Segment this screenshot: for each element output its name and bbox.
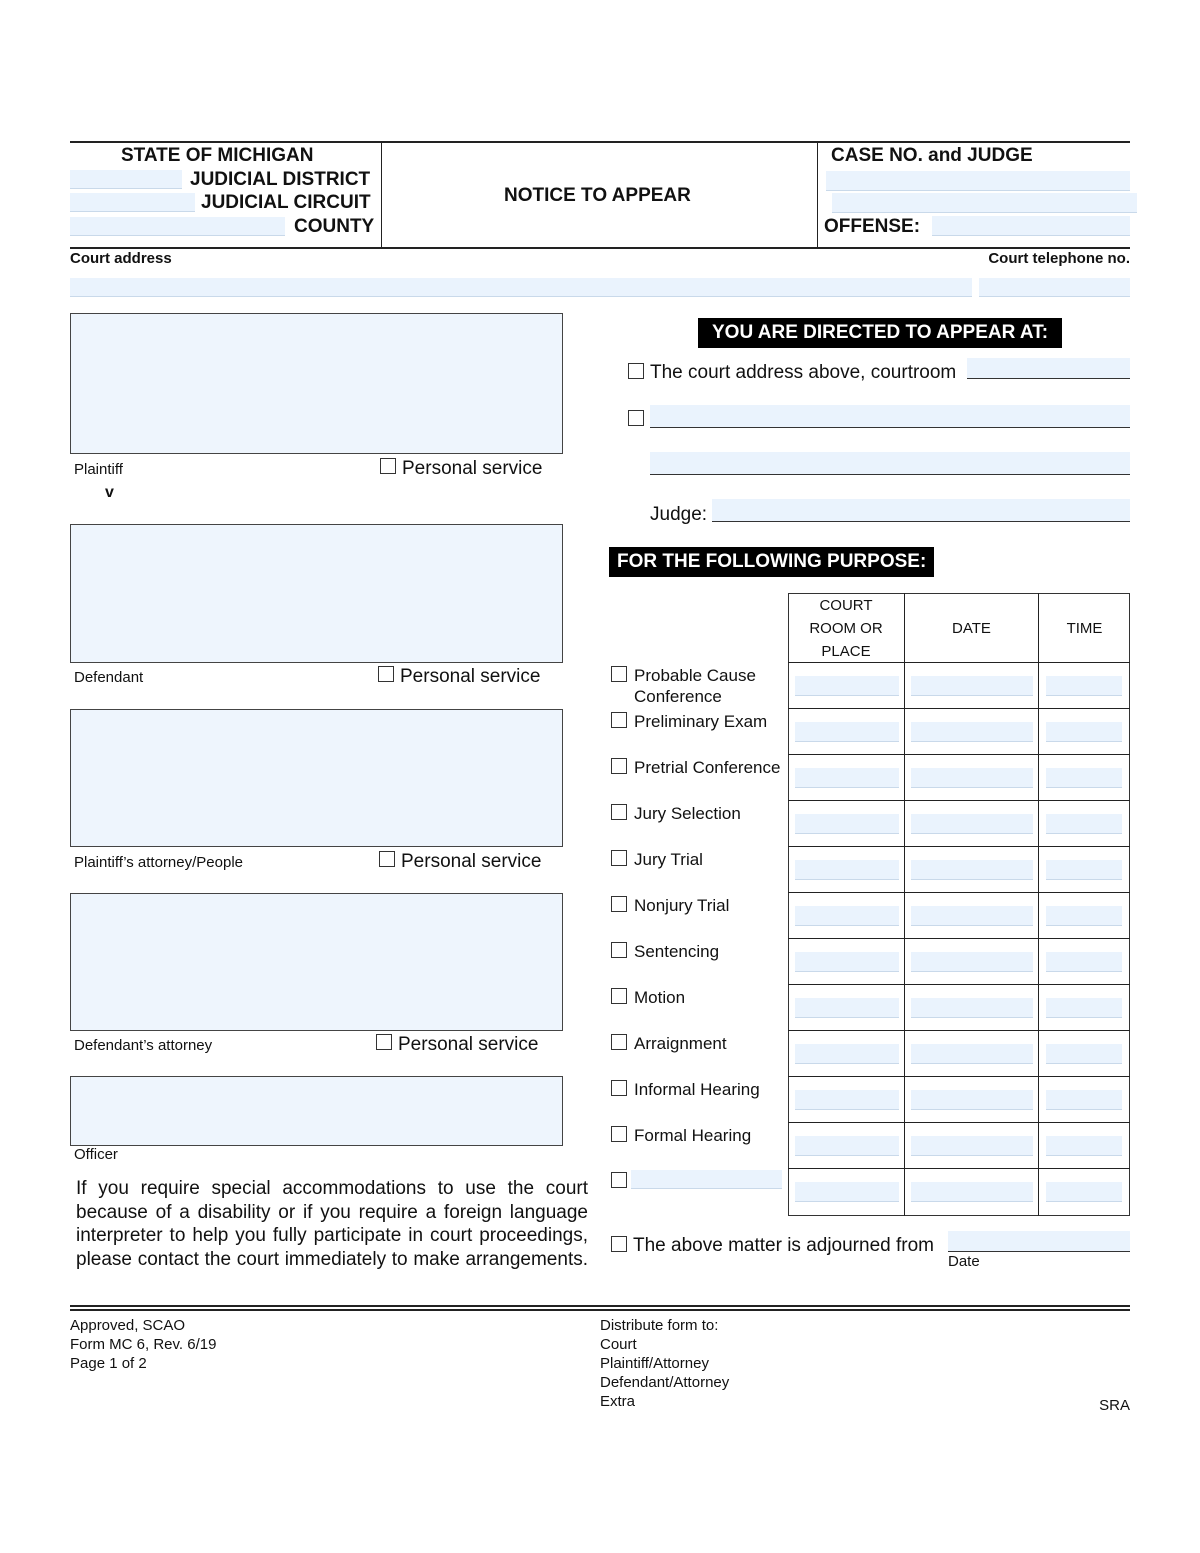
header-divider-right — [817, 141, 818, 248]
date-field[interactable] — [911, 768, 1033, 788]
date-field[interactable] — [911, 952, 1033, 972]
time-field[interactable] — [1046, 768, 1122, 788]
versus-label: v — [105, 484, 114, 501]
time-field[interactable] — [1046, 1136, 1122, 1156]
other-location-field-2[interactable] — [650, 452, 1130, 475]
state-label: STATE OF MICHIGAN — [121, 145, 314, 166]
accommodation-notice — [76, 1177, 588, 1271]
place-field[interactable] — [795, 814, 899, 834]
date-field[interactable] — [911, 1136, 1033, 1156]
plaintiff-personal-service-label: Personal service — [402, 458, 543, 479]
district-label: JUDICIAL DISTRICT — [190, 169, 371, 190]
purpose-checkbox[interactable] — [611, 758, 627, 774]
table-row-rule — [788, 1168, 1130, 1169]
table-row-rule — [788, 984, 1130, 985]
appear-banner: YOU ARE DIRECTED TO APPEAR AT: — [698, 318, 1062, 348]
date-field[interactable] — [911, 1090, 1033, 1110]
officer-box[interactable] — [70, 1076, 563, 1146]
county-label: COUNTY — [294, 216, 375, 237]
col-header-court-line1: COURT — [819, 597, 873, 614]
col-header-court-line3: PLACE — [821, 643, 871, 660]
defendant-box[interactable] — [70, 524, 563, 663]
case-label: CASE NO. and JUDGE — [831, 145, 1033, 166]
date-field[interactable] — [911, 998, 1033, 1018]
other-location-checkbox[interactable] — [628, 410, 644, 426]
distribute-court: Court — [600, 1336, 637, 1353]
footer-rule-1 — [70, 1305, 1130, 1307]
purpose-checkbox[interactable] — [611, 942, 627, 958]
date-field[interactable] — [911, 1182, 1033, 1202]
purpose-other-field[interactable] — [631, 1170, 782, 1189]
distribute-plaintiff: Plaintiff/Attorney — [600, 1355, 709, 1372]
court-address-label: Court address — [70, 250, 172, 267]
place-field[interactable] — [795, 722, 899, 742]
case-field-2[interactable] — [832, 193, 1137, 213]
table-row-rule — [788, 754, 1130, 755]
place-field[interactable] — [795, 768, 899, 788]
time-field[interactable] — [1046, 814, 1122, 834]
place-field[interactable] — [795, 1090, 899, 1110]
place-field[interactable] — [795, 1182, 899, 1202]
date-field[interactable] — [911, 860, 1033, 880]
distribute-heading: Distribute form to: — [600, 1317, 719, 1334]
header-divider-left — [381, 141, 382, 248]
purpose-label — [634, 665, 756, 707]
notice-line-1: If you require special accommodations to use the court — [76, 1178, 588, 1199]
purpose-checkbox[interactable] — [611, 1080, 627, 1096]
place-field[interactable] — [795, 906, 899, 926]
table-row-rule — [788, 1122, 1130, 1123]
place-field[interactable] — [795, 1136, 899, 1156]
place-field[interactable] — [795, 1044, 899, 1064]
time-field[interactable] — [1046, 998, 1122, 1018]
purpose-checkbox[interactable] — [611, 1172, 627, 1188]
purpose-label-line2: Conference — [634, 687, 722, 706]
footer-left — [70, 1316, 216, 1373]
offense-label: OFFENSE: — [824, 216, 921, 237]
purpose-checkbox[interactable] — [611, 988, 627, 1004]
defendant-attorney-box[interactable] — [70, 893, 563, 1031]
table-row-rule — [788, 708, 1130, 709]
court-address-field[interactable] — [70, 278, 972, 297]
plaintiff-attorney-box[interactable] — [70, 709, 563, 847]
place-field[interactable] — [795, 860, 899, 880]
header-bottom-rule — [70, 247, 1130, 249]
place-field[interactable] — [795, 998, 899, 1018]
plaintiff-attorney-label: Plaintiff’s attorney/People — [74, 854, 243, 871]
judge-field[interactable] — [712, 499, 1130, 522]
plaintiff-attorney-personal-service-label: Personal service — [401, 851, 542, 872]
table-row-rule — [788, 846, 1130, 847]
time-field[interactable] — [1046, 1182, 1122, 1202]
col-header-court — [788, 594, 904, 663]
district-field[interactable] — [70, 170, 182, 189]
place-field[interactable] — [795, 676, 899, 696]
adjourned-date-label: Date — [948, 1253, 980, 1270]
date-field[interactable] — [911, 676, 1033, 696]
court-phone-field[interactable] — [979, 278, 1130, 297]
purpose-label: Jury Trial — [634, 850, 703, 869]
time-field[interactable] — [1046, 722, 1122, 742]
date-field[interactable] — [911, 722, 1033, 742]
time-field[interactable] — [1046, 860, 1122, 880]
date-field[interactable] — [911, 814, 1033, 834]
footer-rule-2 — [70, 1309, 1130, 1311]
table-row-rule — [788, 892, 1130, 893]
adjourned-label: The above matter is adjourned from — [633, 1235, 934, 1256]
plaintiff-box[interactable] — [70, 313, 563, 454]
circuit-label: JUDICIAL CIRCUIT — [201, 192, 371, 213]
purpose-label: Preliminary Exam — [634, 712, 768, 731]
defendant-personal-service-label: Personal service — [400, 666, 541, 687]
date-field[interactable] — [911, 1044, 1033, 1064]
courtroom-field[interactable] — [967, 358, 1130, 379]
distribute-extra: Extra — [600, 1393, 636, 1410]
purpose-label: Jury Selection — [634, 804, 741, 823]
county-field[interactable] — [70, 217, 285, 236]
notice-line-2: because of a disability or if you require a foreign language — [76, 1201, 588, 1223]
purpose-checkbox[interactable] — [611, 850, 627, 866]
purpose-checkbox[interactable] — [611, 666, 627, 682]
judge-label: Judge: — [650, 504, 708, 525]
purpose-label: Sentencing — [634, 942, 720, 961]
courtroom-checkbox[interactable] — [628, 363, 644, 379]
adjourned-checkbox[interactable] — [611, 1236, 627, 1252]
table-row-rule — [788, 662, 1130, 663]
court-phone-label: Court telephone no. — [988, 250, 1130, 267]
approved-text: Approved, SCAO — [70, 1317, 186, 1334]
defendant-label: Defendant — [74, 669, 144, 686]
officer-label: Officer — [74, 1146, 118, 1163]
col-header-court-line2: ROOM OR — [809, 620, 883, 637]
table-row-rule — [788, 938, 1130, 939]
defendant-attorney-personal-service-label: Personal service — [398, 1034, 539, 1055]
defendant-personal-service-checkbox[interactable] — [378, 666, 394, 682]
offense-field[interactable] — [932, 216, 1130, 236]
distribution-list — [600, 1316, 729, 1411]
purpose-label: Pretrial Conference — [634, 758, 781, 777]
place-field[interactable] — [795, 952, 899, 972]
circuit-field[interactable] — [70, 193, 195, 212]
purpose-checkbox[interactable] — [611, 712, 627, 728]
col-header-date: DATE — [952, 620, 991, 637]
distribute-defendant: Defendant/Attorney — [600, 1374, 730, 1391]
purpose-banner: FOR THE FOLLOWING PURPOSE: — [609, 547, 934, 577]
purpose-label: Nonjury Trial — [634, 896, 730, 915]
form-number: Form MC 6, Rev. 6/19 — [70, 1336, 217, 1353]
plaintiff-personal-service-checkbox[interactable] — [380, 458, 396, 474]
notice-line-4: please contact the court immediately to make arrangements. — [76, 1248, 588, 1270]
plaintiff-attorney-personal-service-checkbox[interactable] — [379, 851, 395, 867]
adjourned-date-field[interactable] — [948, 1231, 1130, 1252]
defendant-attorney-personal-service-checkbox[interactable] — [376, 1034, 392, 1050]
purpose-checkbox[interactable] — [611, 804, 627, 820]
time-field[interactable] — [1046, 676, 1122, 696]
time-field[interactable] — [1046, 1090, 1122, 1110]
header-top-rule — [70, 141, 1130, 143]
time-field[interactable] — [1046, 906, 1122, 926]
other-location-field-1[interactable] — [650, 405, 1130, 428]
notice-line-3: interpreter to help you fully participate in court proceedings, — [76, 1225, 588, 1246]
col-header-time: TIME — [1066, 620, 1103, 637]
form-title: NOTICE TO APPEAR — [504, 185, 691, 206]
purpose-checkbox[interactable] — [611, 896, 627, 912]
purpose-label: Arraignment — [634, 1034, 727, 1053]
purpose-label: Motion — [634, 988, 686, 1007]
time-field[interactable] — [1046, 952, 1122, 972]
page-number: Page 1 of 2 — [70, 1355, 147, 1372]
purpose-label: Informal Hearing — [634, 1080, 760, 1099]
purpose-checkbox[interactable] — [611, 1034, 627, 1050]
table-row-rule — [788, 1076, 1130, 1077]
purpose-label-line1: Probable Cause — [634, 666, 756, 685]
time-field[interactable] — [1046, 1044, 1122, 1064]
plaintiff-label: Plaintiff — [74, 461, 123, 478]
date-field[interactable] — [911, 906, 1033, 926]
purpose-label: Formal Hearing — [634, 1126, 752, 1145]
purpose-checkbox[interactable] — [611, 1126, 627, 1142]
courtroom-option-label: The court address above, courtroom — [650, 362, 957, 383]
table-row-rule — [788, 1030, 1130, 1031]
form-code: SRA — [1099, 1397, 1130, 1414]
defendant-attorney-label: Defendant’s attorney — [74, 1037, 213, 1054]
table-row-rule — [788, 800, 1130, 801]
case-field-1[interactable] — [826, 171, 1130, 191]
